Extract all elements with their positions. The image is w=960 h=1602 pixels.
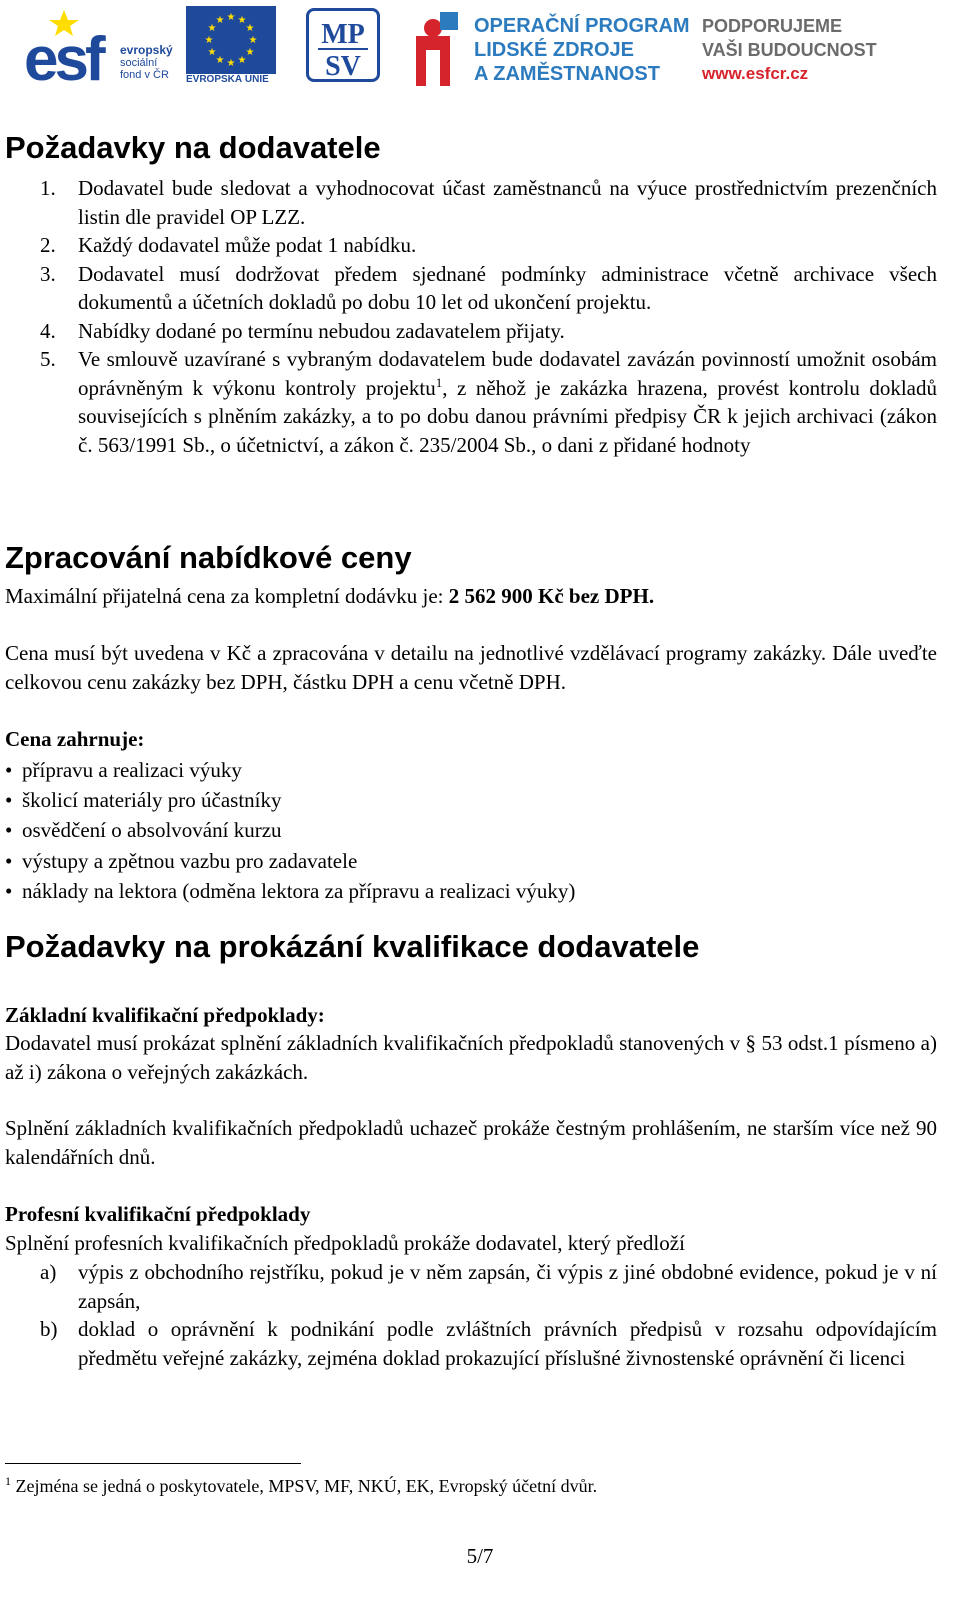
supplier-requirements-list [5, 174, 937, 459]
list-item: b) doklad o oprávnění k podnikání podle zvláštních právních předpisů v rozsahu odpovídajícím předmětu veřejné zakázky, zejména doklad prokazující příslušné živnostenské oprávnění či licenci [40, 1317, 937, 1370]
op-lzz-title: OPERAČNÍ PROGRAM LIDSKÉ ZDROJE A ZAMĚSTNANOST [474, 15, 690, 85]
bullet-icon: • [5, 788, 13, 813]
section-title-qualification: Požadavky na prokázání kvalifikace dodavatele [5, 929, 700, 964]
svg-text:★: ★ [204, 35, 214, 46]
logo-bar [24, 6, 924, 90]
max-price-paragraph: Maximální přijatelná cena za kompletní dodávku je: 2 562 900 Kč bez DPH. [5, 584, 655, 608]
svg-text:MP: MP [321, 19, 365, 50]
bullet-icon: • [5, 878, 13, 903]
list-item: 5. Ve smlouvě uzavírané s vybraným dodavatelem bude dodavatel zavázán povinností umožnit osobám oprávněným k výkonu kontroly projektu$^1$, z něhož je zakázka hrazena, provést kontrolu dokladů souvisejících s plněním zakázky, a to po dobu danou právními předpisy ČR k jejich archivaci (zákon č. 563/1991 Sb., o účetnictví, a zákon č. 235/2004 Sb., o dani z přidané hodnoty [40, 347, 937, 457]
section-title-supplier-requirements: Požadavky na dodavatele [5, 130, 381, 165]
list-item: 1. Dodavatel bude sledovat a vyhodnocovat účast zaměstnanců na výuce prostřednictvím prezenčních listin dle pravidel OP LZZ. [40, 176, 937, 229]
svg-text:★: ★ [215, 55, 225, 66]
list-item: • přípravu a realizaci výuky [5, 755, 575, 785]
bullet-icon: • [5, 818, 13, 843]
list-item: 3. Dodavatel musí dodržovat předem sjednané podmínky administrace včetně archivace všech dokumentů a účetních dokladů po dobu 10 let od ukončení projektu. [40, 261, 937, 314]
max-price-value: 2 562 900 Kč bez DPH. [448, 584, 655, 608]
section-title-price: Zpracování nabídkové ceny [5, 540, 412, 575]
bullet-icon: • [5, 848, 13, 873]
price-note-paragraph: Cena musí být uvedena v Kč a zpracována v detailu na jednotlivé vzdělávací programy zakázky. Dále uveďte celkovou cenu zakázky bez DPH, částku DPH a cenu včetně DPH. [5, 641, 937, 694]
basic-qualification-text: Dodavatel musí prokázat splnění základních kvalifikačních předpokladů stanovených v § 53 odst.1 písmeno a) až i) zákona o veřejných zakázkách. [5, 1031, 937, 1084]
svg-text:esf: esf [24, 25, 102, 86]
esf-logo-icon [24, 6, 120, 86]
support-slogan: PODPORUJEME VAŠI BUDOUCNOST www.esfcr.cz [702, 14, 877, 86]
professional-qualification-title: Profesní kvalifikační předpoklady [5, 1202, 311, 1226]
svg-text:★: ★ [226, 58, 236, 69]
price-includes-list [5, 755, 575, 906]
list-item: a) výpis z obchodního rejstříku, pokud je v něm zapsán, či výpis z jiné obdobné evidence, pokud je v ní zapsán, [40, 1260, 937, 1313]
svg-text:★: ★ [207, 23, 217, 34]
eu-flag-icon [186, 6, 276, 74]
footnote-reference[interactable]: 1 [435, 374, 443, 390]
eu-caption: EVROPSKÁ UNIE [186, 74, 269, 85]
svg-text:★: ★ [207, 47, 217, 58]
list-item: • výstupy a zpětnou vazbu pro zadavatele [5, 846, 575, 876]
bullet-icon: • [5, 758, 13, 782]
svg-text:★: ★ [237, 15, 247, 26]
op-lzz-logo-icon [414, 8, 464, 88]
list-item: • školicí materiály pro účastníky [5, 785, 575, 815]
mpsv-logo-icon [310, 13, 376, 79]
svg-text:★: ★ [237, 55, 247, 66]
professional-qualification-list [5, 1258, 937, 1372]
basic-qualification-title: Základní kvalifikační předpoklady: [5, 1003, 325, 1027]
list-item: • osvědčení o absolvování kurzu [5, 815, 575, 845]
svg-text:★: ★ [245, 23, 255, 34]
list-item: 2. Každý dodavatel může podat 1 nabídku. [40, 233, 417, 257]
svg-text:SV: SV [325, 51, 361, 79]
svg-text:★: ★ [245, 47, 255, 58]
esf-tagline: evropský sociální fond v ČR [120, 43, 173, 81]
support-url[interactable]: www.esfcr.cz [702, 64, 809, 83]
page-number: 5/7 [466, 1544, 494, 1568]
mpsv-logo [306, 8, 380, 82]
price-includes-title: Cena zahrnuje: [5, 727, 145, 751]
footnote-separator [5, 1463, 301, 1464]
list-item: • náklady na lektora (odměna lektora za přípravu a realizaci výuky) [5, 876, 575, 906]
list-item: 4. Nabídky dodané po termínu nebudou zadavatelem přijaty. [40, 318, 565, 343]
svg-text:★: ★ [226, 12, 236, 23]
professional-qualification-text: Splnění profesních kvalifikačních předpokladů prokáže dodavatel, který předloží [5, 1231, 685, 1255]
basic-qualification-proof: Splnění základních kvalifikačních předpokladů uchazeč prokáže čestným prohlášením, ne starším více než 90 kalendářních dnů. [5, 1116, 937, 1169]
footnote: $^1$ Zejména se jedná o poskytovatele, MPSV, MF, NKÚ, EK, Evropský účetní dvůr. [5, 1474, 598, 1496]
svg-text:★: ★ [215, 15, 225, 26]
svg-text:★: ★ [248, 35, 258, 46]
